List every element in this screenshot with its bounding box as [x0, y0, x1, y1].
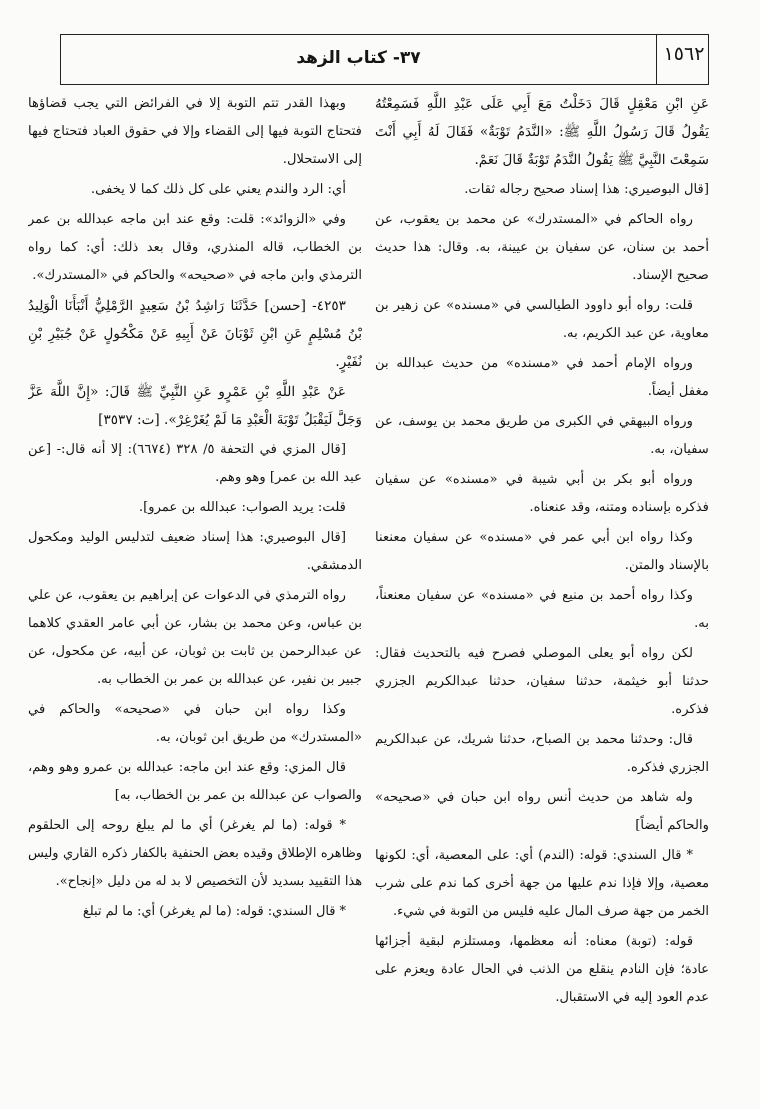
commentary-paragraph: وكذا رواه ابن أبي عمر في «مسنده» عن سفيان معنعنا بالإسناد والمتن.	[375, 530, 709, 573]
page-header	[60, 34, 709, 85]
page-number: ١٥٦٢	[663, 43, 705, 65]
commentary-paragraph: [قال المزي في التحفة ٥/ ٣٢٨ (٦٦٧٤): إلا أنه قال:- [عن عبد الله بن عمر] وهو وهم.	[28, 442, 362, 485]
sindi-gloss: * قال السندي: قوله: (ما لم يغرغر) أي: ما لم تبلغ	[82, 904, 346, 919]
footnote-gloss: * قوله: (ما لم يغرغر) أي ما لم يبلغ روحه إلى الحلقوم وظاهره الإطلاق وقيده بعض الحنفية بالكفار ذكره القاري وليس هذا التقييد بسديد لأن التخصيص لا بد له من دليل «إنجاح».	[28, 818, 362, 889]
hadith-text: عَنْ عَبْدِ اللَّهِ بْنِ عَمْرٍو عَنِ النَّبِيِّ ﷺ قَالَ: «إِنَّ اللَّهَ عَزَّ وَجَلَّ لَيَقْبَلُ تَوْبَةَ الْعَبْدِ مَا لَمْ يُغَرْغِرْ». [ت: ٣٥٣٧]	[28, 384, 362, 428]
commentary-paragraph: وكذا رواه ابن حبان في «صحيحه» والحاكم في «المستدرك» من طريق ابن ثوبان، به.	[28, 702, 362, 745]
commentary-paragraph: أي: الرد والندم يعني على كل ذلك كما لا يخفى.	[90, 182, 346, 197]
commentary-paragraph: وفي «الزوائد»: قلت: وقع عند ابن ماجه عبدالله بن عمر بن الخطاب، قاله المنذري، وقال بعد ذلك: أي: كما رواه الترمذي وابن ماجه في «صحيحه» والحاكم في «المستدرك».	[28, 212, 362, 283]
commentary-paragraph: رواه الترمذي في الدعوات عن إبراهيم بن يعقوب، عن علي بن عباس، وعن محمد بن بشار، عن أبي عامر العقدي كلاهما عن عبدالرحمن بن ثابت بن ثوبان، عن أبيه، عن مكحول، عن جبير بن نفير، عن عبدالله بن عمر بن الخطاب به.	[28, 588, 362, 687]
commentary-paragraph: [قال البوصيري: هذا إسناد ضعيف لتدليس الوليد ومكحول الدمشقي.	[28, 530, 362, 573]
left-column	[28, 90, 362, 1090]
right-column	[375, 90, 709, 1090]
header-divider	[656, 35, 657, 84]
commentary-paragraph: ورواه البيهقي في الكبرى من طريق محمد بن يوسف، عن سفيان، به.	[375, 414, 709, 457]
commentary-paragraph: ورواه أبو بكر بن أبي شيبة في «مسنده» عن سفيان فذكره بإسناده ومتنه، وقد عنعناه.	[375, 472, 709, 515]
commentary-paragraph: وكذا رواه أحمد بن منيع في «مسنده» عن سفيان معنعناً، به.	[375, 588, 709, 631]
commentary-paragraph: وبهذا القدر تتم التوبة إلا في الفرائض التي يجب قضاؤها فتحتاج التوبة فيها إلى القضاء وإلا في حقوق العباد فتحتاج فيها إلى الاستحلال.	[28, 96, 362, 167]
sindi-gloss: قوله: (توبة) معناه: أنه معظمها، ومستلزم لبقية أجزائها عادة؛ فإن النادم ينقلع من الذنب في الحال عادة ويعزم على عدم العود إليه في الاستقبال.	[375, 934, 709, 1005]
commentary-paragraph: [قال البوصيري: هذا إسناد صحيح رجاله ثقات.	[464, 182, 709, 197]
commentary-paragraph: لكن رواه أبو يعلى الموصلي فصرح فيه بالتحديث فقال: حدثنا أبو خيثمة، حدثنا سفيان، حدثنا عبدالكريم الجزري فذكره.	[375, 646, 709, 717]
sindi-gloss: * قال السندي: قوله: (الندم) أي: على المعصية، أي: لكونها معصية، وإلا فإذا ندم عليها من جهة أخرى كما ندم على شرب الخمر من جهة صرف المال عليه فليس من التوبة في شيء.	[375, 848, 709, 919]
hadith-isnad: ٤٢٥٣- [حسن] حَدَّثَنَا رَاشِدُ بْنُ سَعِيدٍ الرَّمْلِيُّ أَنْبَأَنَا الْوَلِيدُ بْنُ مُسْلِمٍ عَنِ ابْنِ ثَوْبَانَ عَنْ أَبِيهِ عَنْ مَكْحُولٍ عَنْ جُبَيْرِ بْنِ نُفَيْرٍ.	[28, 298, 362, 370]
commentary-paragraph: قلت: يريد الصواب: عبدالله بن عمرو].	[138, 500, 346, 515]
commentary-paragraph: قال: وحدثنا محمد بن الصباح، حدثنا شريك، عن عبدالكريم الجزري فذكره.	[375, 732, 709, 775]
commentary-paragraph: رواه الحاكم في «المستدرك» عن محمد بن يعقوب، عن أحمد بن سنان، عن سفيان بن عيينة، به. وقال: هذا حديث صحيح الإسناد.	[375, 212, 709, 283]
commentary-paragraph: قال المزي: وقع عند ابن ماجه: عبدالله بن عمرو وهو وهم، والصواب عن عبدالله بن عمر بن الخطاب، به]	[28, 760, 362, 803]
commentary-paragraph: ورواه الإمام أحمد في «مسنده» من حديث عبدالله بن مغفل أيضاً.	[375, 356, 709, 399]
commentary-paragraph: قلت: رواه أبو داوود الطيالسي في «مسنده» عن زهير بن معاوية، عن عبد الكريم، به.	[375, 298, 709, 341]
chapter-title: ٣٧- كتاب الزهد	[296, 48, 421, 68]
hadith-text: عَنِ ابْنِ مَعْقِلٍ قَالَ دَخَلْتُ مَعَ أَبِي عَلَى عَبْدِ اللَّهِ فَسَمِعْتُهُ يَقُولُ قَالَ رَسُولُ اللَّهِ ﷺ: «النَّدَمُ تَوْبَةٌ» فَقَالَ لَهُ أَبِي أَنْتَ سَمِعْتَ النَّبِيَّ ﷺ يَقُولُ النَّدَمُ تَوْبَةٌ قَالَ نَعَمْ.	[375, 96, 709, 168]
commentary-paragraph: وله شاهد من حديث أنس رواه ابن حبان في «صحيحه» والحاكم أيضاً]	[375, 790, 709, 833]
